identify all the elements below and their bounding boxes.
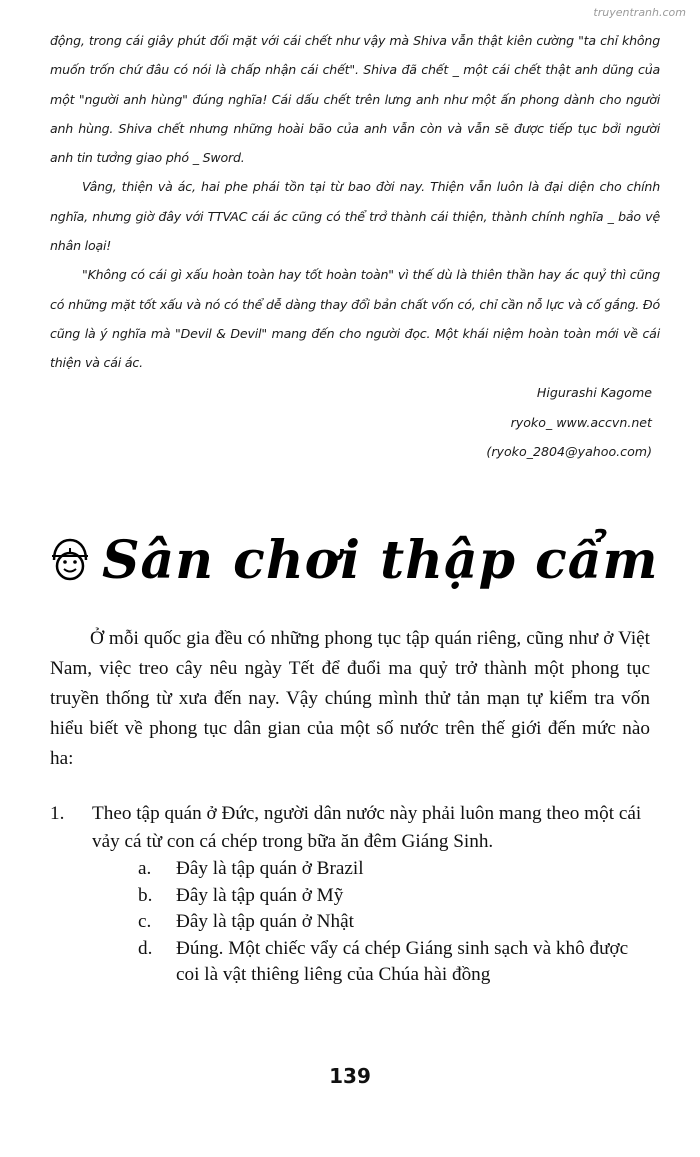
answer-option <box>138 936 650 989</box>
review-paragraph: Vâng, thiện và ác, hai phe phái tồn tại từ bao đời nay. Thiện vẫn luôn là đại diện cho chính nghĩa, nhưng giờ đây với TTVAC cái ác cũng có thể trở thành cái thiện, thành chính nghĩa _ bảo vệ nhân loại! <box>50 179 660 254</box>
option-letter: a. <box>138 858 152 879</box>
site-watermark: truyentranh.com <box>593 6 686 19</box>
intro-paragraph: Ở mỗi quốc gia đều có những phong tục tập quán riêng, cũng như ở Việt Nam, việc treo cây nêu ngày Tết để đuổi ma quỷ trở thành một phong tục truyền thống từ xưa đến nay. Vậy chúng mình thử tản mạn tự kiểm tra vốn hiểu biết về phong tục dân gian của một số nước trên thế giới đến mức nào ha: <box>50 628 650 769</box>
author-email: (ryoko_2804@yahoo.com) <box>486 444 652 459</box>
answer-option <box>138 883 650 910</box>
author-name: Higurashi Kagome <box>536 385 652 400</box>
option-text: Đây là tập quán ở Nhật <box>176 911 354 932</box>
section-intro <box>50 624 650 774</box>
answer-option <box>138 856 650 883</box>
review-text <box>50 26 660 378</box>
option-letter: b. <box>138 884 153 906</box>
question-row <box>50 800 650 856</box>
author-signature <box>486 378 652 467</box>
quiz-question <box>50 800 650 989</box>
question-text: Theo tập quán ở Đức, người dân nước này phải luôn mang theo một cái vảy cá từ con cá chép trong bữa ăn đêm Giáng Sinh. <box>92 803 642 852</box>
option-letter: d. <box>138 937 153 959</box>
answer-options <box>138 856 650 989</box>
question-number: 1. <box>50 803 65 824</box>
author-credit: ryoko_ www.accvn.net <box>510 414 652 430</box>
section-header <box>40 515 659 605</box>
review-paragraph: động, trong cái giây phút đối mặt với cái chết như vậy mà Shiva vẫn thật kiên cường "ta chỉ không muốn trốn chứ đâu có nói là chấp nhận cái chết". Shiva đã chết _ một cái chết thật anh dũng của một "người anh hùng" đúng nghĩa! Cái dấu chết trên lưng anh như một ấn phong dành cho người anh hùng. Shiva chết nhưng những hoài bão của anh vẫn còn và vẫn sẽ được tiếp tục bởi người anh tin tưởng giao phó _ Sword. <box>50 33 660 166</box>
section-title: Sân chơi thập cẩm <box>102 529 659 591</box>
smiling-face-icon <box>40 530 100 590</box>
answer-option <box>138 909 650 936</box>
option-text: Đây là tập quán ở Mỹ <box>176 884 344 906</box>
review-paragraph: "Không có cái gì xấu hoàn toàn hay tốt hoàn toàn" vì thế dù là thiên thần hay ác quỷ thì cũng có những mặt tốt xấu và nó có thể dễ dàng thay đổi bản chất vốn có, chỉ cần nỗ lực và cố gắng. Đó cũng là ý nghĩa mà "Devil & Devil" mang đến cho người đọc. Một khái niệm hoàn toàn mới về cái thiện và cái ác. <box>50 267 660 371</box>
option-letter: c. <box>138 911 152 932</box>
option-text: Đúng. Một chiếc vẩy cá chép Giáng sinh sạch và khô được coi là vật thiêng liêng của Chúa hài đồng <box>176 937 629 985</box>
page-number: 139 <box>329 1064 371 1088</box>
option-text: Đây là tập quán ở Brazil <box>176 858 364 879</box>
